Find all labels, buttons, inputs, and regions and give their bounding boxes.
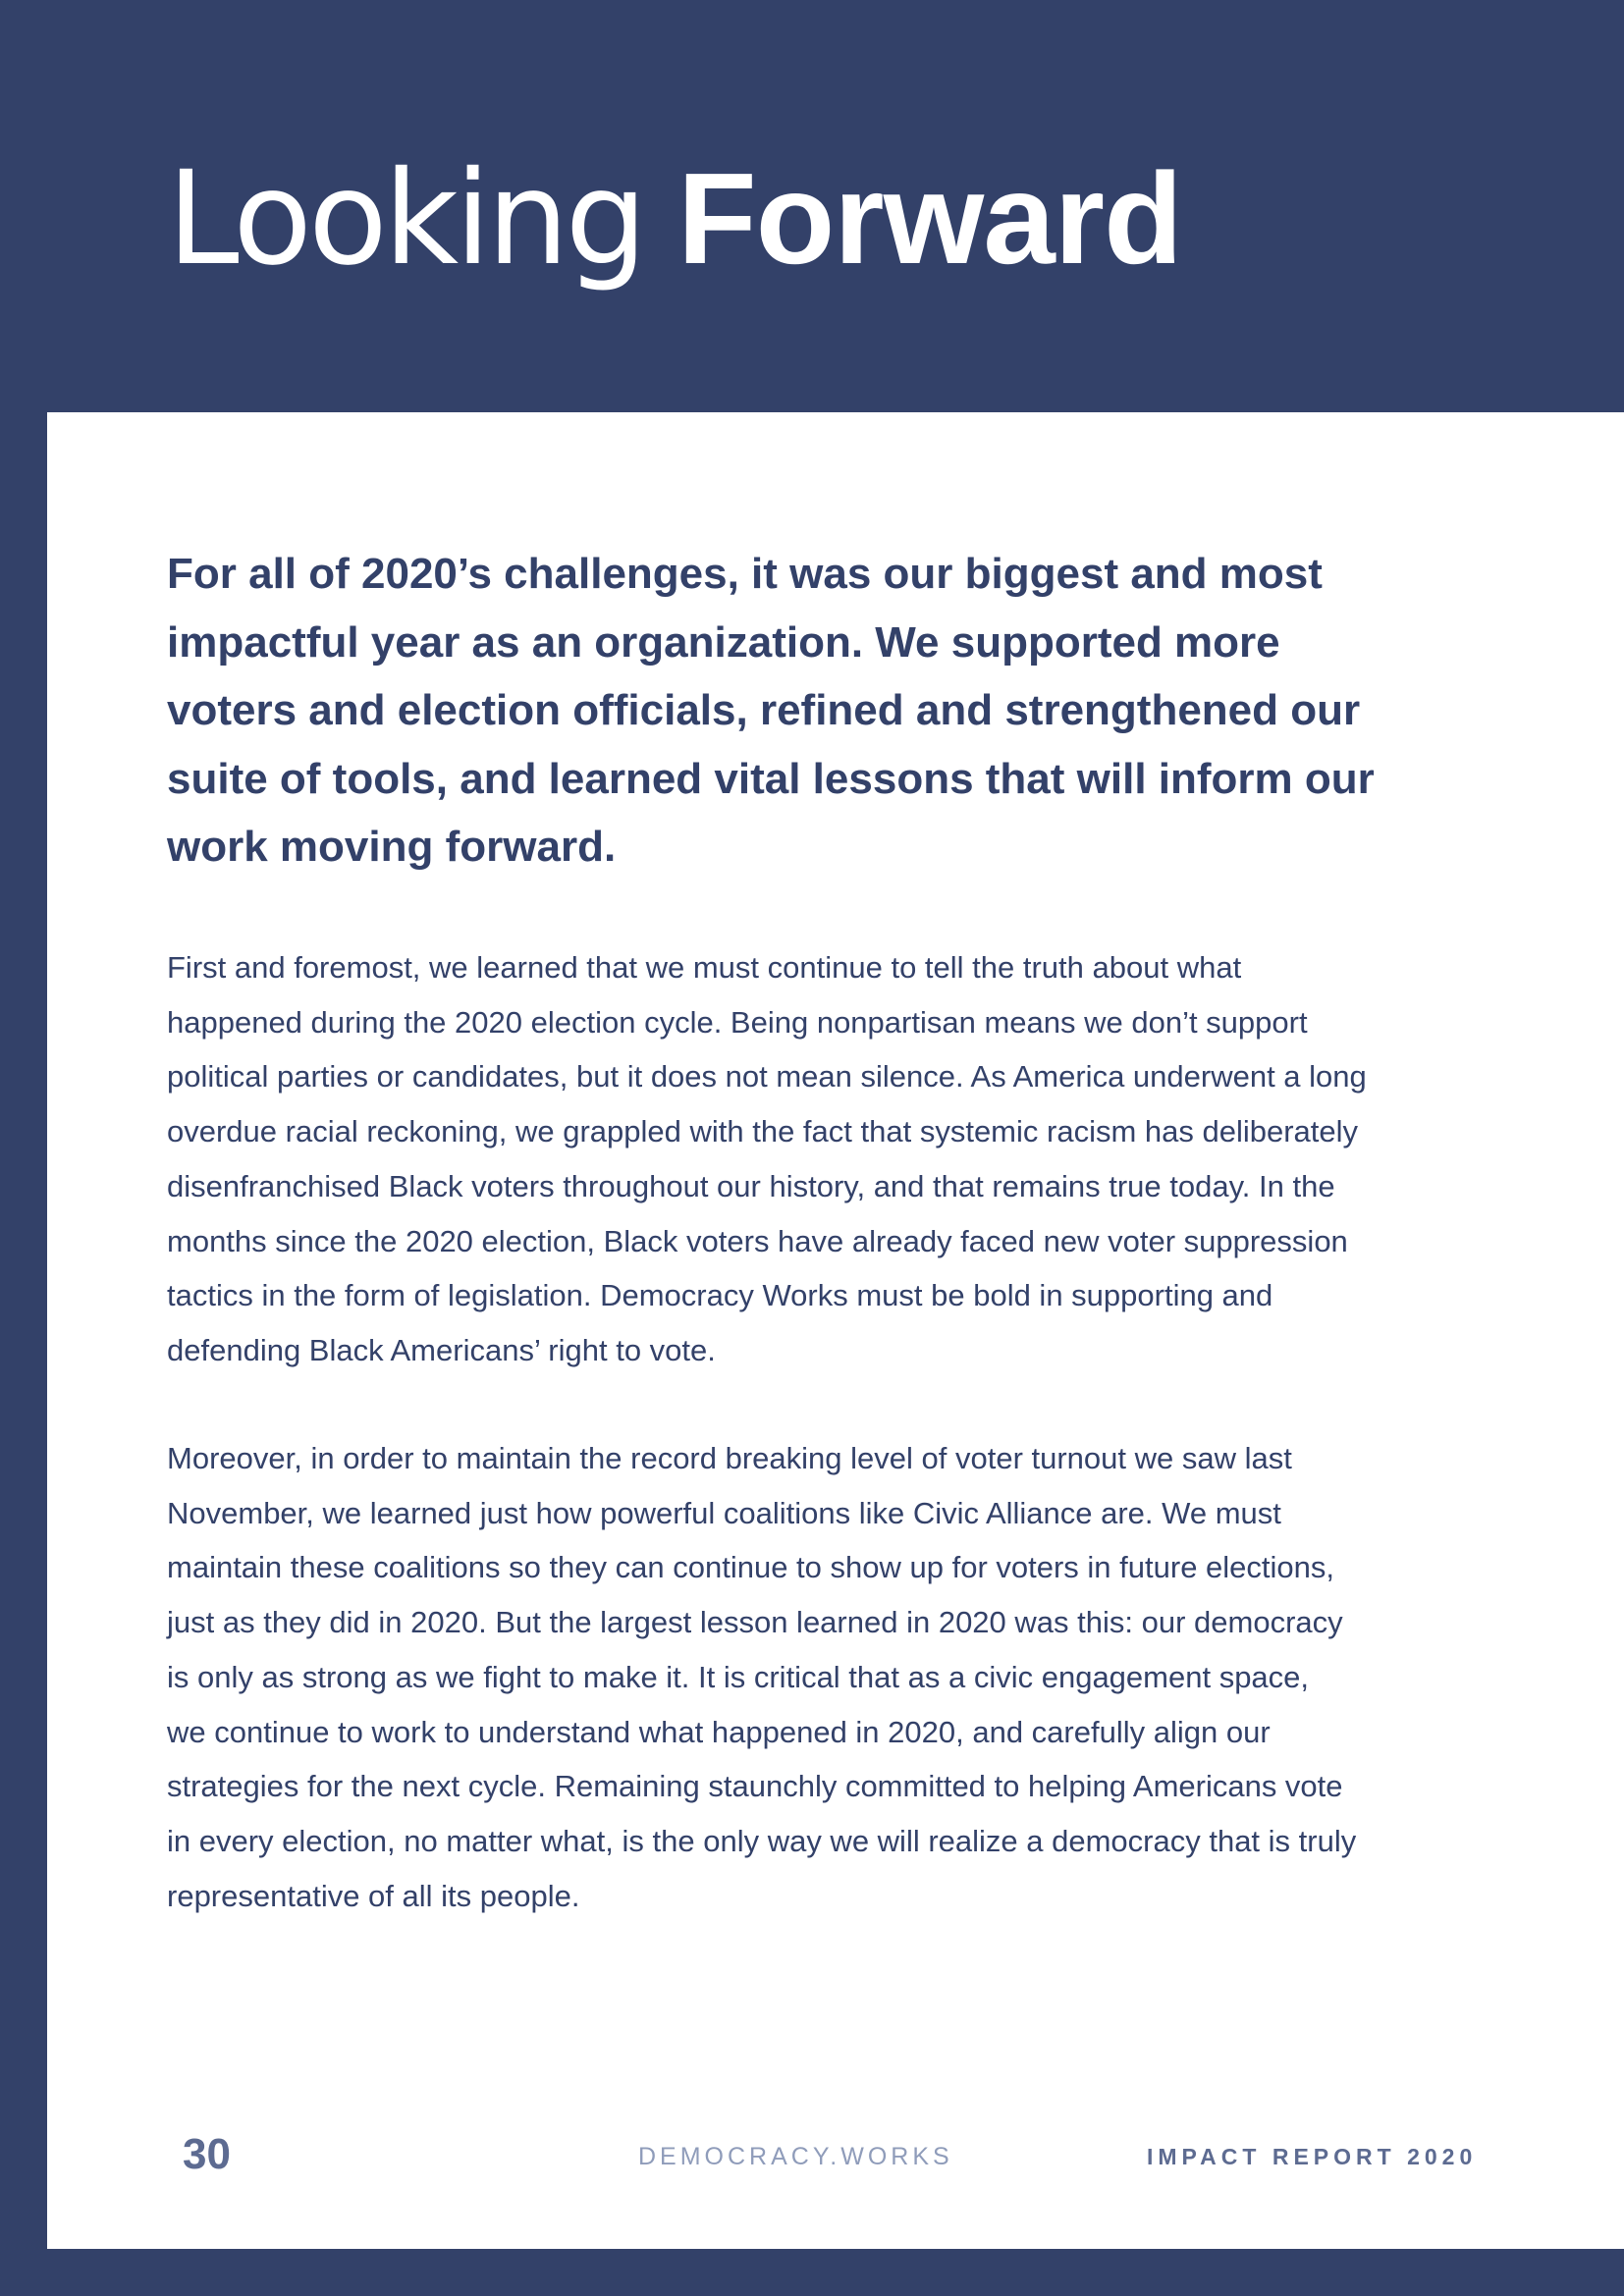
- body-line: political parties or candidates, but it does not mean silence. As America underwent a long: [167, 1059, 1367, 1095]
- page-title: [167, 145, 1182, 293]
- body-line: in every election, no matter what, is the only way we will realize a democracy that is truly: [167, 1823, 1357, 1858]
- body-line: happened during the 2020 election cycle. Being nonpartisan means we don’t support: [167, 1004, 1308, 1040]
- body-paragraph-1: [167, 940, 1443, 1378]
- body-line: months since the 2020 election, Black voters have already faced new voter suppression: [167, 1223, 1348, 1258]
- body-line: Moreover, in order to maintain the record breaking level of voter turnout we saw last: [167, 1441, 1292, 1475]
- body-paragraph-2: [167, 1431, 1443, 1923]
- footer-report-title: IMPACT REPORT 2020: [1147, 2144, 1478, 2169]
- content-card: [47, 412, 1624, 2249]
- body-line: tactics in the form of legislation. Democracy Works must be bold in supporting and: [167, 1278, 1273, 1313]
- body-line: November, we learned just how powerful coalitions like Civic Alliance are. We must: [167, 1495, 1281, 1530]
- page-title-bold: Forward: [677, 146, 1182, 291]
- body-line: just as they did in 2020. But the largest lesson learned in 2020 was this: our democracy: [167, 1605, 1343, 1640]
- body-line: defending Black Americans’ right to vote.: [167, 1332, 716, 1367]
- body-line: overdue racial reckoning, we grappled with the fact that systemic racism has deliberately: [167, 1114, 1359, 1149]
- body-line: is only as strong as we fight to make it. It is critical that as a civic engagement space,: [167, 1659, 1310, 1694]
- page-title-light: Looking: [167, 143, 644, 294]
- page-number: 30: [183, 2130, 231, 2178]
- body-line: strategies for the next cycle. Remaining staunchly committed to helping Americans vote: [167, 1769, 1343, 1804]
- body-line: maintain these coalitions so they can continue to show up for voters in future elections,: [167, 1550, 1335, 1585]
- body-line: representative of all its people.: [167, 1878, 580, 1913]
- body-line: First and foremost, we learned that we must continue to tell the truth about what: [167, 950, 1242, 985]
- body-line: disenfranchised Black voters throughout our history, and that remains true today. In the: [167, 1168, 1335, 1203]
- header-band: [0, 0, 1624, 412]
- body-line: we continue to work to understand what happened in 2020, and carefully align our: [167, 1714, 1271, 1749]
- intro-statement: For all of 2020’s challenges, it was our biggest and most impactful year as an organization. We supported more voters and election officials, refined and strengthened our suite of tools, and learned vital lessons that will inform our work moving forward.: [167, 550, 1375, 871]
- footer-site-name: DEMOCRACY.WORKS: [638, 2143, 953, 2170]
